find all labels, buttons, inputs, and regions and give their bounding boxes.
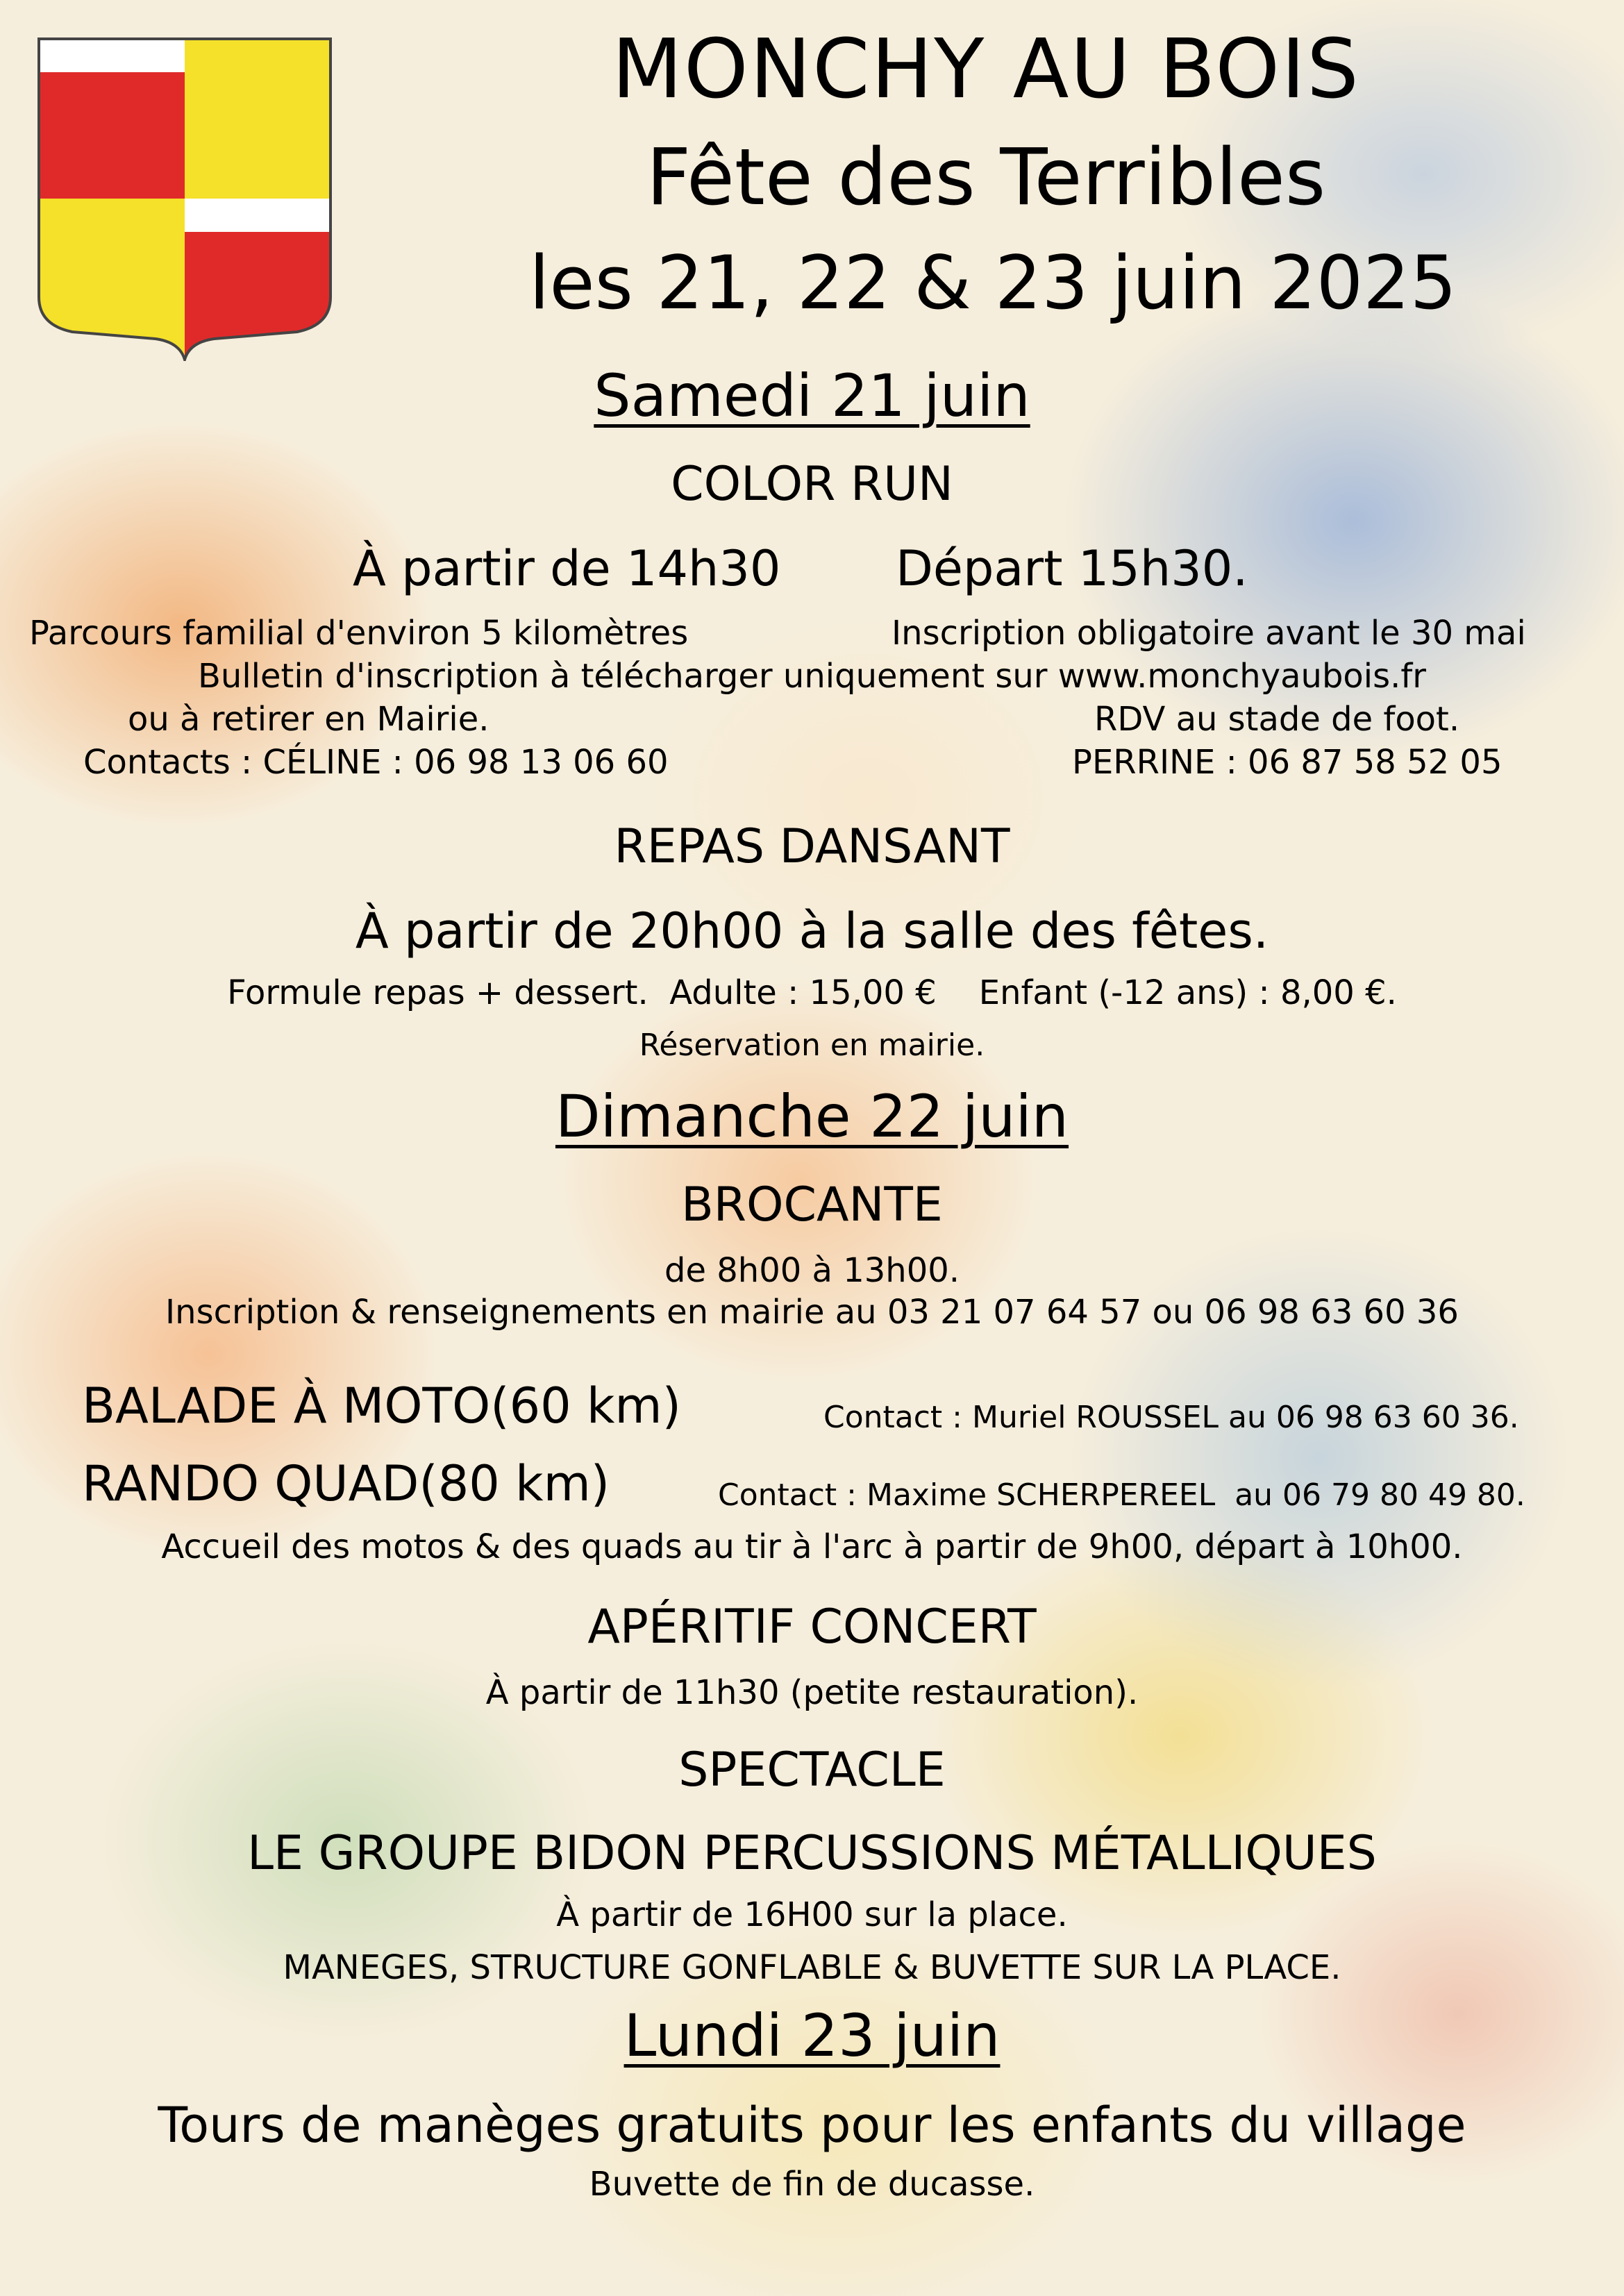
brocante-title: BROCANTE <box>681 1178 943 1232</box>
brocante-info: Inscription & renseignements en mairie au 03 21 07 64 57 ou 06 98 63 60 36 <box>165 1293 1459 1332</box>
color-run-contact-perrine: PERRINE : 06 87 58 52 05 <box>1072 743 1502 782</box>
quad-title: RANDO QUAD(80 km) <box>82 1455 610 1512</box>
saturday-heading: Samedi 21 juin <box>594 362 1030 430</box>
spectacle-extras: MANEGES, STRUCTURE GONFLABLE & BUVETTE SUR LA PLACE. <box>283 1948 1341 1987</box>
crest-bar-top <box>39 39 185 72</box>
aperitif-time: À partir de 11h30 (petite restauration). <box>485 1673 1139 1712</box>
repas-reservation: Réservation en mairie. <box>639 1028 985 1063</box>
color-run-rdv: RDV au stade de foot. <box>1094 700 1460 739</box>
village-title: MONCHY AU BOIS <box>612 21 1360 117</box>
coat-of-arms-icon <box>33 33 336 361</box>
crest-quarter-yellow-bottom <box>39 199 185 361</box>
spectacle-group: LE GROUPE BIDON PERCUSSIONS MÉTALLIQUES <box>247 1826 1377 1881</box>
event-title: Fête des Terribles <box>646 133 1326 223</box>
color-run-title: COLOR RUN <box>671 457 953 512</box>
color-run-registration: Inscription obligatoire avant le 30 mai <box>891 614 1526 653</box>
repas-price: Formule repas + dessert. Adulte : 15,00 € Enfant (-12 ans) : 8,00 €. <box>227 973 1397 1012</box>
event-dates: les 21, 22 & 23 juin 2025 <box>528 240 1457 326</box>
monday-heading: Lundi 23 juin <box>623 2002 1001 2070</box>
quad-contact: Contact : Maxime SCHERPEREEL au 06 79 80 49 80. <box>718 1477 1525 1513</box>
color-run-start: À partir de 14h30 <box>353 540 781 597</box>
moto-title: BALADE À MOTO(60 km) <box>82 1377 681 1434</box>
spectacle-title: SPECTACLE <box>678 1743 946 1798</box>
color-run-contact-celine: Contacts : CÉLINE : 06 98 13 06 60 <box>83 743 669 782</box>
brocante-hours: de 8h00 à 13h00. <box>664 1251 960 1290</box>
color-run-departure: Départ 15h30. <box>896 540 1248 597</box>
crest-quarter-yellow-top <box>185 39 330 199</box>
sunday-heading: Dimanche 22 juin <box>555 1082 1069 1150</box>
moto-quad-welcome: Accueil des motos & des quads au tir à l'arc à partir de 9h00, départ à 10h00. <box>161 1527 1463 1566</box>
aperitif-title: APÉRITIF CONCERT <box>587 1600 1037 1654</box>
moto-contact: Contact : Muriel ROUSSEL au 06 98 63 60 36. <box>823 1400 1519 1435</box>
color-run-bulletin: Bulletin d'inscription à télécharger uniquement sur www.monchyaubois.fr <box>197 657 1427 696</box>
spectacle-time: À partir de 16H00 sur la place. <box>556 1895 1068 1934</box>
monday-buvette: Buvette de fin de ducasse. <box>589 2165 1035 2204</box>
repas-time-place: À partir de 20h00 à la salle des fêtes. <box>355 903 1269 960</box>
crest-bar-bottom <box>185 199 330 232</box>
color-run-route: Parcours familial d'environ 5 kilomètres <box>29 614 689 653</box>
monday-rides: Tours de manèges gratuits pour les enfants du village <box>158 2097 1466 2154</box>
color-run-mairie: ou à retirer en Mairie. <box>128 700 489 739</box>
repas-title: REPAS DANSANT <box>614 819 1010 874</box>
